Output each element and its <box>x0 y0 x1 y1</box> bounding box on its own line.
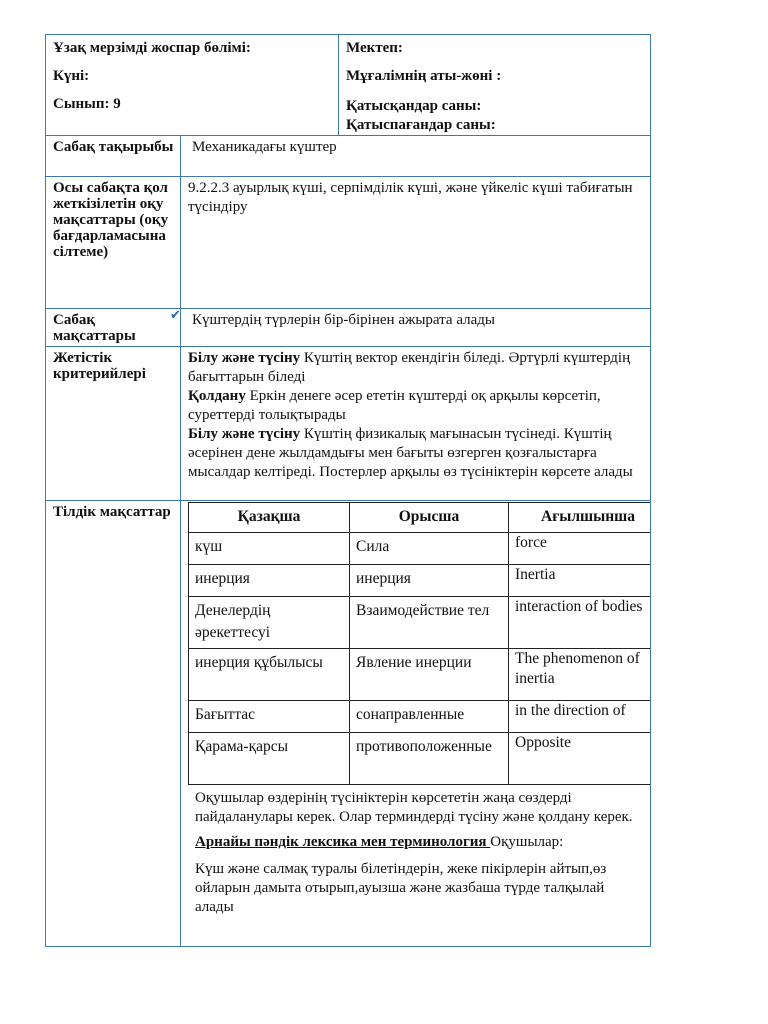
term-kazakh: Денелердің әрекеттесуі <box>189 597 350 649</box>
date-label: Күні: <box>53 68 90 84</box>
term-russian: Явление инерции <box>350 649 509 701</box>
checkmark-icon: ✔ <box>170 307 181 322</box>
language-note: Оқушылар өздерінің түсініктерін көрсететін жаңа сөздерді пайдаланулары керек. Олар терминдерді түсіну және қолдану керек. <box>195 790 633 825</box>
topic-value: Механикадағы күштер <box>181 136 651 177</box>
objectives-label: Осы сабақта қол жеткізілетін оқу мақсаттары (оқу бағдарламасына сілтеме) <box>46 177 181 309</box>
vocabulary-row <box>189 649 651 701</box>
term-kazakh: Бағыттас <box>189 701 350 733</box>
special-vocabulary-text: Оқушылар: <box>490 834 564 850</box>
term-russian: Сила <box>350 533 509 565</box>
column-header-english: Ағылшынша <box>509 503 651 533</box>
term-english: in the direction of <box>509 701 651 733</box>
criteria-item <box>188 387 643 425</box>
header-row <box>46 35 651 136</box>
criteria-label: Жетістік критерийлері <box>46 347 181 501</box>
term-english: Opposite <box>509 733 651 785</box>
vocabulary-row <box>189 701 651 733</box>
special-vocabulary-heading: Арнайы пәндік лексика мен терминология <box>195 834 491 850</box>
term-english: The phenomenon of inertia <box>509 649 651 701</box>
present-label: Қатысқандар саны: <box>346 98 482 114</box>
absent-label: Қатыспағандар саны: <box>346 117 496 133</box>
column-header-russian: Орысша <box>350 503 509 533</box>
language-label: Тілдік мақсаттар <box>46 501 181 947</box>
criteria-item-heading: Қолдану <box>188 388 246 404</box>
special-vocabulary <box>188 831 650 856</box>
criteria-item-heading: Білу және түсіну <box>188 426 301 442</box>
school-label: Мектеп: <box>346 40 403 56</box>
lesson-goals-label: Сабақ мақсаттары <box>46 309 181 347</box>
criteria-item <box>188 349 643 387</box>
term-russian: инерция <box>350 565 509 597</box>
criteria-item-text: Еркін денеге әсер ететін күштерді оқ арқылы көрсетіп, суреттерді толықтырады <box>188 388 601 423</box>
teacher-label: Мұғалімнің аты-жөні : <box>346 68 502 84</box>
criteria-item-heading: Білу және түсіну <box>188 350 301 366</box>
objectives-row <box>46 177 651 309</box>
topic-row <box>46 136 651 177</box>
topic-label: Сабақ тақырыбы <box>46 136 181 177</box>
lesson-goals-row <box>46 309 651 347</box>
term-russian: сонаправленные <box>350 701 509 733</box>
vocabulary-row <box>189 597 651 649</box>
criteria-item-text: Күштің вектор екендігін біледі. Әртүрлі күштердің бағыттарын біледі <box>188 350 631 385</box>
vocabulary-header-row <box>189 503 651 533</box>
term-kazakh: Қарама-қарсы <box>189 733 350 785</box>
criteria-item <box>188 425 643 482</box>
term-english: interaction of bodies <box>509 597 651 649</box>
lesson-plan-document <box>45 34 650 947</box>
term-russian: противоположенные <box>350 733 509 785</box>
term-kazakh: күш <box>189 533 350 565</box>
header-right <box>339 35 651 136</box>
term-russian: Взаимодействие тел <box>350 597 509 649</box>
term-english: Inertia <box>509 565 651 597</box>
vocabulary-row <box>189 565 651 597</box>
column-header-kazakh: Қазақша <box>189 503 350 533</box>
vocabulary-row <box>189 733 651 785</box>
criteria-item-text: Күштің физикалық мағынасын түсінеді. Күштің әсерінен дене жылдамдығы мен бағыты өзгерген қозғалыстарға мысалдар келтіреді. Постерлер арқылы өз түсініктерін көрсете алады <box>188 426 633 480</box>
criteria-row <box>46 347 651 501</box>
language-row <box>46 501 651 947</box>
objectives-value: 9.2.2.3 ауырлық күші, серпімділік күші, және үйкеліс күші табиғатын түсіндіру <box>181 177 651 309</box>
language-value <box>181 501 651 947</box>
lesson-goals-value: Күштердің түрлерін бір-бірінен ажырата алады <box>181 309 651 347</box>
attendance-block <box>346 93 643 135</box>
term-kazakh: инерция <box>189 565 350 597</box>
term-english: force <box>509 533 651 565</box>
class-label: Сынып: 9 <box>53 96 121 112</box>
header-left <box>46 35 339 136</box>
lesson-plan-table <box>45 34 651 947</box>
language-final-text: Күш және салмақ туралы білетіндерін, жеке пікірлерін айтып,өз ойларын дамыта отырып,ауызша және жазбаша түрде талқылай алады <box>195 861 607 915</box>
vocabulary-row <box>189 533 651 565</box>
term-kazakh: инерция құбылысы <box>189 649 350 701</box>
long-term-plan-label: Ұзақ мерзімді жоспар бөлімі: <box>53 40 251 56</box>
vocabulary-table <box>188 502 651 785</box>
criteria-value <box>181 347 651 501</box>
